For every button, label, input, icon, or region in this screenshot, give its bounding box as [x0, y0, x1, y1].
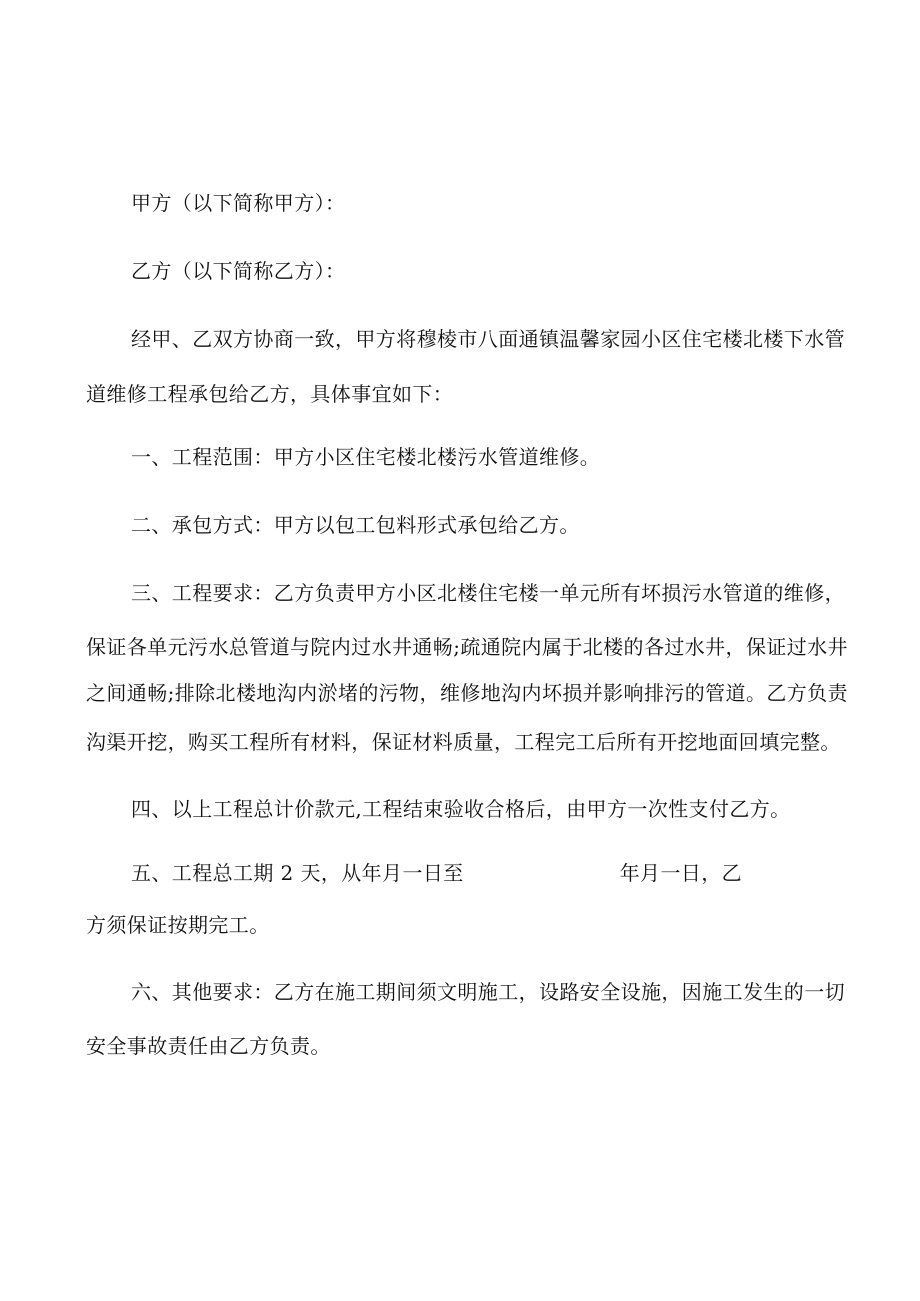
intro-line-2: 道维修工程承包给乙方，具体事宜如下：	[86, 382, 454, 406]
clause-3-line-3: 之间通畅;排除北楼地沟内淤堵的污物，维修地沟内坏损并影响排污的管道。乙方负责	[86, 681, 848, 705]
clause-5-line-2: 方须保证按期完工。	[86, 913, 270, 937]
clause-3-line-2: 保证各单元污水总管道与院内过水井通畅;疏通院内属于北楼的各过水井，保证过水井	[86, 635, 848, 659]
clause-3-line-1: 三、工程要求：乙方负责甲方小区北楼住宅楼一单元所有坏损污水管道的维修，	[131, 581, 845, 605]
clause-5-part-1: 五、工程总工期 2 天，从年月一日至	[131, 861, 464, 885]
clause-3-line-4: 沟渠开挖，购买工程所有材料，保证材料质量，工程完工后所有开挖地面回填完整。	[86, 730, 841, 754]
party-a-line: 甲方（以下简称甲方）：	[131, 191, 346, 215]
clause-4-price: 四、以上工程总计价款元,工程结束验收合格后，由甲方一次性支付乙方。	[131, 797, 791, 821]
party-b-line: 乙方（以下简称乙方）：	[131, 259, 346, 283]
clause-6-line-2: 安全事故责任由乙方负责。	[86, 1034, 331, 1058]
clause-5-line-1	[131, 860, 742, 886]
intro-line-1: 经甲、乙双方协商一致，甲方将穆棱市八面通镇温馨家园小区住宅楼北楼下水管	[131, 327, 845, 351]
clause-2-contract-method: 二、承包方式：甲方以包工包料形式承包给乙方。	[131, 513, 580, 537]
clause-1-scope: 一、工程范围：甲方小区住宅楼北楼污水管道维修。	[131, 445, 601, 469]
clause-6-line-1: 六、其他要求：乙方在施工期间须文明施工，设路安全设施，因施工发生的一切	[131, 980, 845, 1004]
clause-5-part-2: 年月一日，乙	[619, 861, 743, 885]
